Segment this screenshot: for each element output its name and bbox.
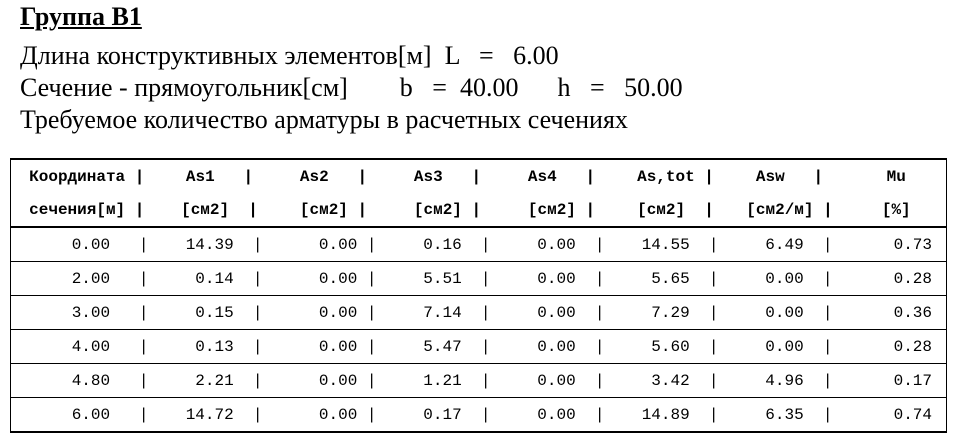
table-cell: 0.15 | xyxy=(163,296,277,330)
table-cell: 7.29 | xyxy=(619,296,733,330)
header-cell: Mu xyxy=(847,159,947,193)
table-row xyxy=(11,364,947,398)
table-cell: 0.74 xyxy=(847,398,947,433)
table-cell: 0.00 | xyxy=(277,364,391,398)
table-cell: 0.16 | xyxy=(391,227,505,262)
table-cell: 0.00 | xyxy=(733,296,847,330)
table-cell: 0.36 xyxy=(847,296,947,330)
group-title: Группа B1 xyxy=(20,2,142,31)
header-cell: As2 | xyxy=(277,159,391,193)
table-header-row xyxy=(11,159,947,193)
table-cell: 0.00 | xyxy=(505,296,619,330)
table-cell: 2.00 | xyxy=(11,262,163,296)
reinforcement-table xyxy=(10,158,947,433)
header-cell: As,tot | xyxy=(619,159,733,193)
table-cell: 7.14 | xyxy=(391,296,505,330)
table-cell: 0.00 | xyxy=(277,398,391,433)
header-cell: Координата | xyxy=(11,159,163,193)
table-cell: 0.00 | xyxy=(505,364,619,398)
table-row xyxy=(11,296,947,330)
table-cell: 0.73 xyxy=(847,227,947,262)
table-cell: 0.00 | xyxy=(277,330,391,364)
table-cell: 14.55 | xyxy=(619,227,733,262)
table-cell: 14.89 | xyxy=(619,398,733,433)
table-cell: 0.00 | xyxy=(733,330,847,364)
table-cell: 3.00 | xyxy=(11,296,163,330)
table-cell: 14.72 | xyxy=(163,398,277,433)
table-cell: 0.28 xyxy=(847,330,947,364)
header-cell: Asw | xyxy=(733,159,847,193)
table-cell: 0.00 | xyxy=(277,296,391,330)
table-cell: 0.00 | xyxy=(277,262,391,296)
table-units-row xyxy=(11,193,947,227)
table-cell: 2.21 | xyxy=(163,364,277,398)
table-cell: 0.28 xyxy=(847,262,947,296)
header-cell: As3 | xyxy=(391,159,505,193)
table-cell: 0.00 | xyxy=(505,227,619,262)
table-cell: 0.00 | xyxy=(505,330,619,364)
header-cell: As4 | xyxy=(505,159,619,193)
table-cell: 0.14 | xyxy=(163,262,277,296)
units-cell: [%] xyxy=(881,200,911,219)
table-cell: 5.60 | xyxy=(619,330,733,364)
table-row xyxy=(11,398,947,433)
table-cell: 0.17 xyxy=(847,364,947,398)
table-row xyxy=(11,262,947,296)
table-row xyxy=(11,330,947,364)
table-cell: 5.51 | xyxy=(391,262,505,296)
table-cell: 1.21 | xyxy=(391,364,505,398)
table-cell: 6.49 | xyxy=(733,227,847,262)
reinforcement-heading: Требуемое количество арматуры в расчетных сечениях xyxy=(20,105,628,134)
units-cell: [см2] | xyxy=(299,200,368,219)
table-cell: 0.00 | xyxy=(277,227,391,262)
table-cell: 5.47 | xyxy=(391,330,505,364)
section-line: Сечение - прямоугольник[см] b = 40.00 h = 50.00 xyxy=(20,73,683,102)
table-cell: 4.96 | xyxy=(733,364,847,398)
length-line: Длина конструктивных элементов[м] L = 6.00 xyxy=(20,41,559,70)
table-cell: 0.00 | xyxy=(11,227,163,262)
units-cell: [см2] | xyxy=(637,200,714,219)
units-cell: [см2] | xyxy=(527,200,596,219)
units-cell: [см2/м] | xyxy=(746,200,833,219)
table-cell: 0.13 | xyxy=(163,330,277,364)
table-cell: 6.35 | xyxy=(733,398,847,433)
table-cell: 4.80 | xyxy=(11,364,163,398)
table-cell: 4.00 | xyxy=(11,330,163,364)
header-cell: As1 | xyxy=(163,159,277,193)
table-cell: 3.42 | xyxy=(619,364,733,398)
table-cell: 6.00 | xyxy=(11,398,163,433)
units-cell: [см2] | xyxy=(413,200,482,219)
table-row xyxy=(11,227,947,262)
table-cell: 5.65 | xyxy=(619,262,733,296)
table-cell: 14.39 | xyxy=(163,227,277,262)
table-cell: 0.17 | xyxy=(391,398,505,433)
table-cell: 0.00 | xyxy=(505,262,619,296)
units-cell: сечения[м] | xyxy=(29,200,145,219)
units-cell: [см2] | xyxy=(181,200,258,219)
table-cell: 0.00 | xyxy=(505,398,619,433)
table-cell: 0.00 | xyxy=(733,262,847,296)
